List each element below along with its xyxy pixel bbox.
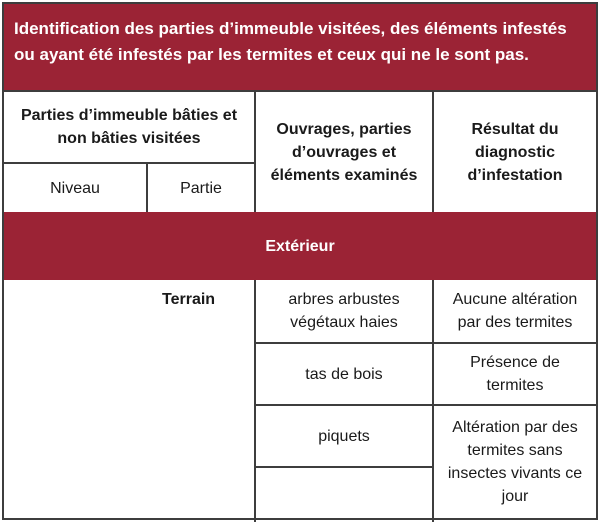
header-parties: Parties d’immeuble bâties et non bâties visitées xyxy=(20,107,238,147)
zone-label: Terrain xyxy=(162,291,216,308)
row-3-ouvrage: piquets xyxy=(318,428,370,445)
header-partie: Partie xyxy=(180,179,222,197)
divider xyxy=(254,466,432,468)
row-2-ouvrage: tas de bois xyxy=(305,365,383,383)
header-resultat: Résultat du diagnostic d’infestation xyxy=(467,120,563,184)
row-3-resultat: Altération par des termites sans insectes vivants ce jour xyxy=(447,419,583,505)
divider xyxy=(254,404,596,406)
infestation-table xyxy=(2,2,598,520)
row-1-resultat: Aucune altération par des termites xyxy=(452,291,578,331)
section-exterieur: Extérieur xyxy=(4,212,596,280)
row-2-resultat: Présence de termites xyxy=(470,354,560,394)
header-ouvrages: Ouvrages, parties d’ouvrages et éléments examinés xyxy=(270,120,418,184)
header-niveau: Niveau xyxy=(50,179,100,197)
row-1-ouvrage: arbres arbustes végétaux haies xyxy=(288,291,400,331)
table-title: Identification des parties d’immeuble visitées, des éléments infestés ou ayant été infestés par les termites et ceux qui ne le sont pas. xyxy=(4,4,596,90)
